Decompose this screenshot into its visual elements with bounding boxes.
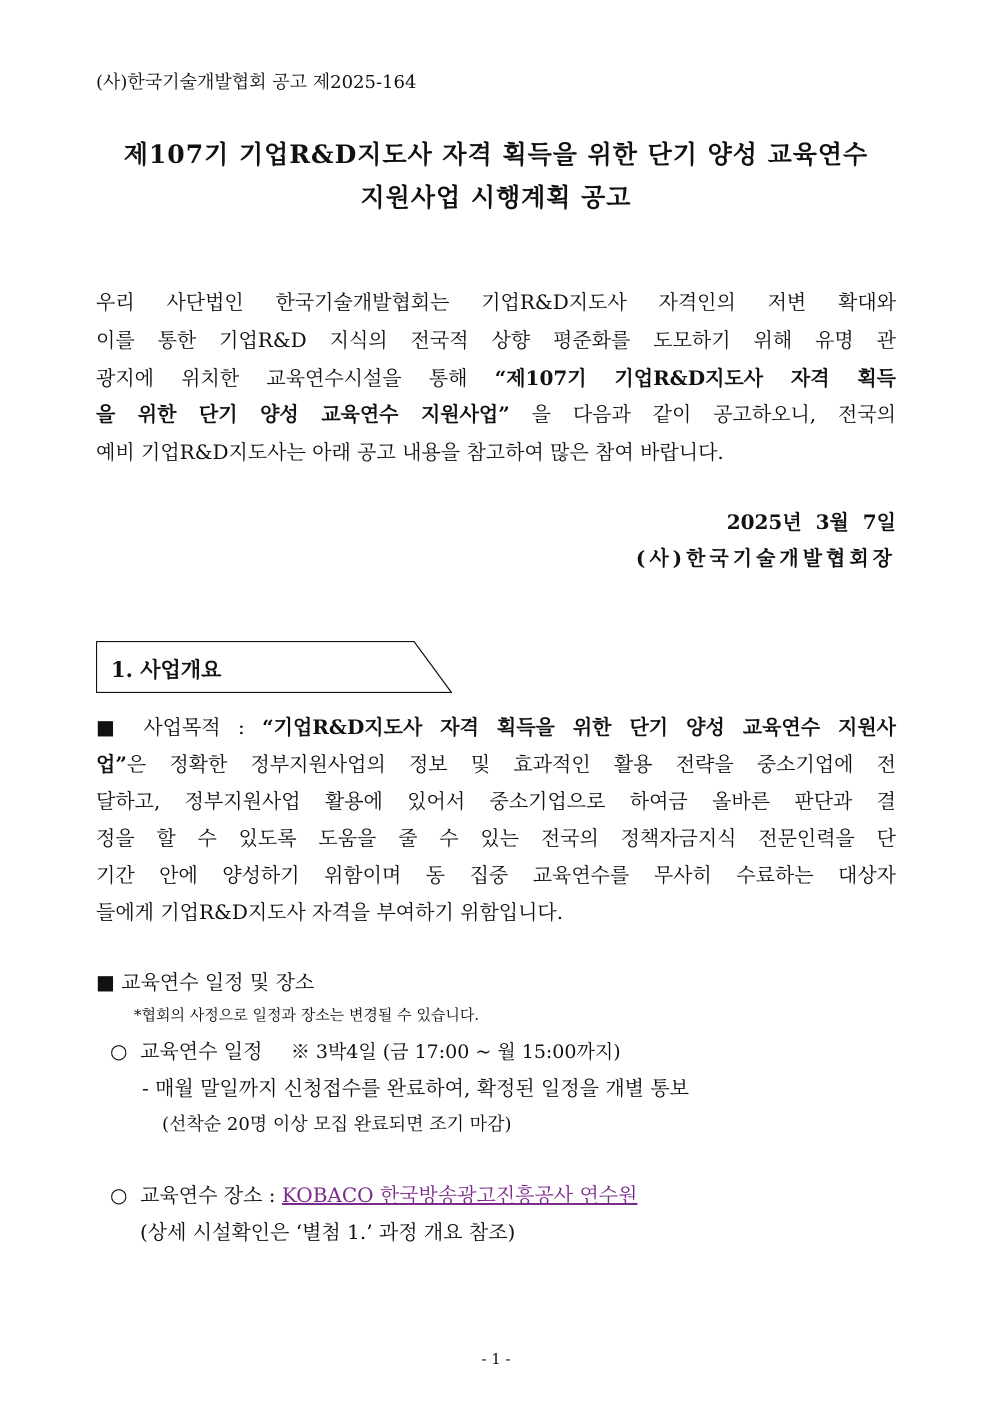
document-title-line2: 지원사업 시행계획 공고 <box>360 183 632 212</box>
section-heading: 1. 사업개요 <box>111 657 222 682</box>
schedule-heading <box>96 966 314 995</box>
purpose-line <box>96 748 896 777</box>
period-value: ※ 3박4일 (금 17:00 ~ 월 15:00까지) <box>290 1041 621 1063</box>
issuer-organization: (사)한국기술개발협회장 <box>635 546 896 570</box>
schedule-note: *협회의 사정으로 일정과 장소는 변경될 수 있습니다. <box>134 1006 480 1024</box>
intro-line: 우리 사단법인 한국기술개발협회는 기업R&D지도사 자격인의 저변 확대와 <box>96 290 896 314</box>
page-number: - 1 - <box>481 1350 511 1368</box>
venue-label: ○ 교육연수 장소 : <box>110 1183 282 1207</box>
intro-line: 이를 통한 기업R&D 지식의 전국적 상향 평준화를 도모하기 위해 유명 관 <box>96 328 896 352</box>
purpose-line: 들에게 기업R&D지도사 자격을 부여하기 위함입니다. <box>96 900 564 924</box>
square-bullet-icon: ■ <box>96 715 126 739</box>
square-bullet-icon: ■ <box>96 970 115 994</box>
purpose-line <box>96 711 896 740</box>
venue-detail: (상세 시설확인은 ‘별첨 1.’ 과정 개요 참조) <box>140 1220 516 1244</box>
venue-link[interactable]: KOBACO 한국방송광고진흥공사 연수원 <box>281 1183 638 1207</box>
document-title-line1: 제107기 기업R&D지도사 자격 획득을 위한 단기 양성 교육연수 <box>123 140 869 169</box>
period-detail: - 매월 말일까지 신청접수를 완료하여, 확정된 일정을 개별 통보 <box>142 1076 689 1100</box>
purpose-text: 은 정확한 정부지원사업의 정보 및 효과적인 활용 전략을 중소기업에 전 <box>126 752 896 776</box>
notice-number: (사)한국기술개발협회 공고 제2025-164 <box>96 72 417 93</box>
intro-line <box>96 362 896 391</box>
period-label: ○ 교육연수 일정 <box>110 1039 263 1063</box>
program-name-bold: 업” <box>96 752 127 776</box>
intro-line <box>96 398 896 427</box>
purpose-line: 정을 할 수 있도록 도움을 줄 수 있는 전국의 정책자금지식 전문인력을 단 <box>96 826 896 850</box>
intro-text: 광지에 위치한 교육연수시설을 통해 <box>96 366 495 390</box>
purpose-line: 기간 안에 양성하기 위함이며 동 집중 교육연수를 무사히 수료하는 대상자 <box>96 863 896 887</box>
intro-text: 을 다음과 같이 공고하오니, 전국의 <box>509 402 896 426</box>
schedule-venue-row <box>110 1179 637 1208</box>
notice-date: 2025년 3월 7일 <box>726 510 896 534</box>
program-name-bold: “제107기 기업R&D지도사 자격 획득 <box>494 366 896 390</box>
purpose-line: 달하고, 정부지원사업 활용에 있어서 중소기업으로 하여금 올바른 판단과 결 <box>96 789 896 813</box>
purpose-label: 사업목적 : <box>125 715 263 739</box>
program-name-bold: “기업R&D지도사 자격 획득을 위한 단기 양성 교육연수 지원사 <box>262 715 896 739</box>
program-name-bold: 을 위한 단기 양성 교육연수 지원사업” <box>96 402 510 426</box>
period-detail-note: (선착순 20명 이상 모집 완료되면 조기 마감) <box>162 1114 512 1135</box>
schedule-period-row <box>110 1035 621 1064</box>
schedule-heading-text: 교육연수 일정 및 장소 <box>114 970 315 994</box>
intro-line: 예비 기업R&D지도사는 아래 공고 내용을 참고하여 많은 참여 바랍니다. <box>96 440 724 464</box>
